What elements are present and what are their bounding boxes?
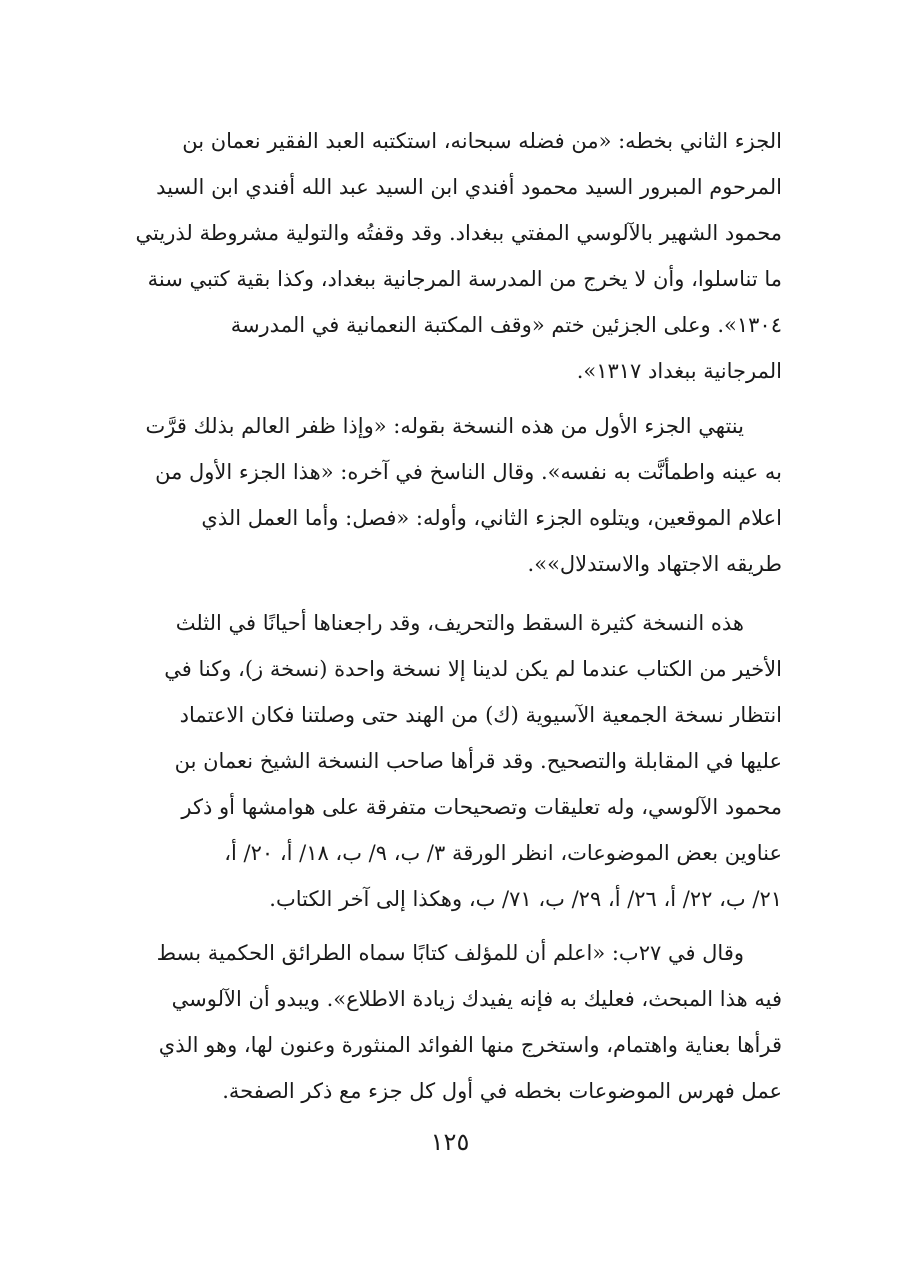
paragraph-line: المرحوم المبرور السيد محمود أفندي ابن السيد عبد الله أفندي ابن السيد — [156, 175, 782, 199]
paragraph-line: محمود الشهير بالآلوسي المفتي ببغداد. وقد وقفتُه والتولية مشروطة لذريتي — [135, 221, 782, 245]
paragraph-line: اعلام الموقعين، ويتلوه الجزء الثاني، وأوله: «فصل: وأما العمل الذي — [201, 506, 782, 530]
paragraph-line: به عينه واطمأنَّت به نفسه». وقال الناسخ في آخره: «هذا الجزء الأول من — [155, 460, 782, 484]
paragraph-line: الأخير من الكتاب عندما لم يكن لدينا إلا نسخة واحدة (نسخة ز)، وكنا في — [164, 657, 782, 681]
paragraph-line: عليها في المقابلة والتصحيح. وقد قرأها صاحب النسخة الشيخ نعمان بن — [174, 749, 782, 773]
paragraph-line: ما تناسلوا، وأن لا يخرج من المدرسة المرجانية ببغداد، وكذا بقية كتبي سنة — [147, 267, 782, 291]
paragraph-line: عناوين بعض الموضوعات، انظر الورقة ٣/ ب، ٩/ ب، ١٨/ أ، ٢٠/ أ، — [224, 841, 782, 865]
paragraph-manuscript-note — [118, 118, 782, 394]
paragraph-line: قرأها بعناية واهتمام، واستخرج منها الفوائد المنثورة وعنون لها، وهو الذي — [158, 1033, 782, 1057]
paragraph-line: ٢١/ ب، ٢٢/ أ، ٢٦/ أ، ٢٩/ ب، ٧١/ ب، وهكذا إلى آخر الكتاب. — [269, 887, 782, 911]
paragraph-first-volume-ending — [118, 403, 782, 587]
paragraph-line: عمل فهرس الموضوعات بخطه في أول كل جزء مع ذكر الصفحة. — [222, 1079, 782, 1103]
page-number: ١٢٥ — [430, 1128, 470, 1156]
paragraph-line: انتظار نسخة الجمعية الآسيوية (ك) من الهند حتى وصلتنا فكان الاعتماد — [179, 703, 782, 727]
paragraph-line: محمود الآلوسي، وله تعليقات وتصحيحات متفرقة على هوامشها أو ذكر — [181, 795, 782, 819]
paragraph-line: ينتهي الجزء الأول من هذه النسخة بقوله: «وإذا ظفر العالم بذلك قرَّت — [145, 414, 744, 438]
paragraph-line: الجزء الثاني بخطه: «من فضله سبحانه، استكتبه العبد الفقير نعمان بن — [182, 129, 782, 153]
paragraph-manuscript-condition — [118, 600, 782, 922]
paragraph-line: طريقه الاجتهاد والاستدلال»». — [527, 552, 782, 576]
paragraph-line: ١٣٠٤». وعلى الجزئين ختم «وقف المكتبة النعمانية في المدرسة — [230, 313, 782, 337]
paragraph-line: هذه النسخة كثيرة السقط والتحريف، وقد راجعناها أحيانًا في الثلث — [175, 611, 744, 635]
paragraph-line: وقال في ٢٧ب: «اعلم أن للمؤلف كتابًا سماه الطرائق الحكمية بسط — [156, 941, 744, 965]
paragraph-line: المرجانية ببغداد ١٣١٧». — [576, 359, 782, 383]
paragraph-alusi-remarks — [118, 930, 782, 1114]
paragraph-line: فيه هذا المبحث، فعليك به فإنه يفيدك زيادة الاطلاع». ويبدو أن الآلوسي — [171, 987, 782, 1011]
